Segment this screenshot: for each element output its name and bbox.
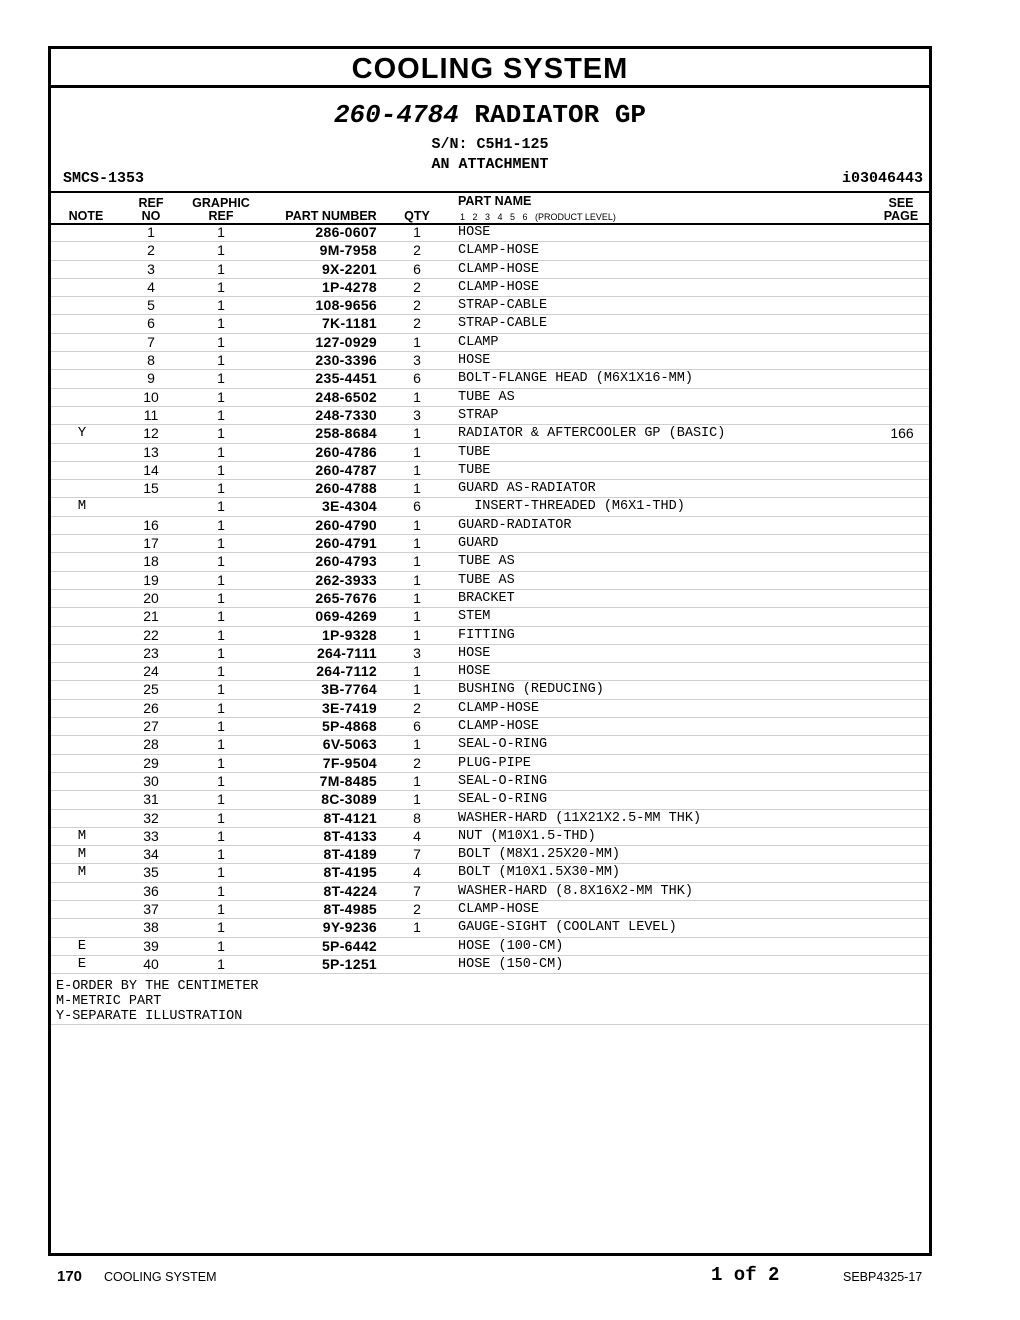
ref-no-cell: 13 <box>143 443 159 460</box>
ref-no-cell: 32 <box>143 809 159 826</box>
ref-no-cell: 22 <box>143 626 159 643</box>
ref-no-cell: 35 <box>143 864 159 881</box>
part-number-cell: 8T-4121 <box>323 809 377 826</box>
part-name-cell: CLAMP-HOSE <box>458 700 540 716</box>
part-number-cell: 260-4787 <box>315 461 377 478</box>
graphic-ref-cell: 1 <box>217 461 225 478</box>
graphic-ref-cell: 1 <box>217 663 225 680</box>
ref-no-cell: 18 <box>143 553 159 570</box>
table-row <box>51 919 929 937</box>
ref-no-cell: 39 <box>143 937 159 954</box>
qty-cell: 1 <box>413 571 421 588</box>
qty-cell: 1 <box>413 553 421 570</box>
part-number-cell: 8T-4133 <box>323 827 377 844</box>
group-subtitle: AN ATTACHMENT <box>431 156 549 173</box>
part-number-cell: 7F-9504 <box>322 754 377 771</box>
ref-no-cell: 4 <box>147 278 155 295</box>
qty-cell: 6 <box>413 370 421 387</box>
qty-cell: 3 <box>413 644 421 661</box>
ref-no-cell: 36 <box>143 882 159 899</box>
ref-no-cell: 1 <box>147 224 155 240</box>
part-name-cell: TUBE <box>458 462 491 478</box>
part-name-cell: HOSE <box>458 664 491 680</box>
ref-no-cell: 30 <box>143 772 159 789</box>
col-see-page-1: SEE <box>888 196 914 210</box>
part-number-cell: 6V-5063 <box>322 736 377 753</box>
ref-no-cell: 33 <box>143 827 159 844</box>
part-name-cell: GUARD <box>458 536 499 552</box>
part-name-cell: WASHER-HARD (8.8X16X2-MM THK) <box>458 883 693 899</box>
qty-cell: 1 <box>413 608 421 625</box>
part-name-cell: BOLT (M8X1.25X20-MM) <box>458 847 621 863</box>
footer-section: COOLING SYSTEM <box>104 1270 217 1284</box>
ref-no-cell: 23 <box>143 644 159 661</box>
graphic-ref-cell: 1 <box>217 900 225 917</box>
group-name: RADIATOR GP <box>474 100 647 130</box>
ref-no-cell: 8 <box>147 352 155 369</box>
table-row <box>51 938 929 956</box>
qty-cell: 6 <box>413 260 421 277</box>
table-row <box>51 224 929 242</box>
part-name-cell: STRAP <box>458 407 499 423</box>
group-part-number: 260-4784 <box>333 100 459 130</box>
qty-cell: 1 <box>413 535 421 552</box>
part-name-cell: NUT (M10X1.5-THD) <box>458 828 596 844</box>
graphic-ref-cell: 1 <box>217 937 225 954</box>
graphic-ref-cell: 1 <box>217 571 225 588</box>
col-part-number: PART NUMBER <box>285 209 377 223</box>
notes-rule <box>51 1024 929 1025</box>
note-cell: M <box>77 498 87 515</box>
part-number-cell: 258-8684 <box>315 425 377 442</box>
ref-no-cell: 5 <box>147 297 155 314</box>
part-name-cell: CLAMP-HOSE <box>458 261 540 277</box>
part-name-cell: SEAL-O-RING <box>458 792 548 808</box>
graphic-ref-cell: 1 <box>217 864 225 881</box>
graphic-ref-cell: 1 <box>217 278 225 295</box>
graphic-ref-cell: 1 <box>217 242 225 259</box>
part-number-cell: 260-4790 <box>315 516 377 533</box>
graphic-ref-cell: 1 <box>217 791 225 808</box>
part-number-cell: 8T-4189 <box>323 846 377 863</box>
table-row <box>51 828 929 846</box>
document-number: SEBP4325-17 <box>843 1270 923 1284</box>
qty-cell: 1 <box>413 589 421 606</box>
graphic-ref-cell: 1 <box>217 297 225 314</box>
serial-number: S/N: C5H1-125 <box>431 136 549 153</box>
column-headers <box>51 195 929 223</box>
qty-cell: 3 <box>413 406 421 423</box>
ref-no-cell: 19 <box>143 571 159 588</box>
part-name-cell: GAUGE-SIGHT (COOLANT LEVEL) <box>458 920 677 936</box>
ref-no-cell: 7 <box>147 333 155 350</box>
table-row <box>51 736 929 754</box>
ref-no-cell: 24 <box>143 663 159 680</box>
qty-cell: 1 <box>413 626 421 643</box>
graphic-ref-cell: 1 <box>217 736 225 753</box>
table-row <box>51 242 929 260</box>
ref-no-cell: 21 <box>143 608 159 625</box>
graphic-ref-cell: 1 <box>217 315 225 332</box>
ref-no-cell: 29 <box>143 754 159 771</box>
graphic-ref-cell: 1 <box>217 388 225 405</box>
part-name-cell: HOSE (100-CM) <box>458 938 564 954</box>
graphic-ref-cell: 1 <box>217 608 225 625</box>
part-name-cell: GUARD AS-RADIATOR <box>458 481 596 497</box>
table-row <box>51 352 929 370</box>
parts-table <box>51 224 929 974</box>
part-number-cell: 8T-4985 <box>323 900 377 917</box>
qty-cell: 2 <box>413 900 421 917</box>
note-cell: M <box>77 846 87 863</box>
graphic-ref-cell: 1 <box>217 955 225 972</box>
part-number-cell: 230-3396 <box>315 352 377 369</box>
graphic-ref-cell: 1 <box>217 846 225 863</box>
col-ref-no-1: REF <box>138 196 164 210</box>
col-part-name: PART NAME <box>458 194 532 208</box>
part-name-cell: BUSHING (REDUCING) <box>458 682 604 698</box>
part-number-cell: 127-0929 <box>315 333 377 350</box>
part-name-cell: SEAL-O-RING <box>458 773 548 789</box>
part-number-cell: 108-9656 <box>315 297 377 314</box>
qty-cell: 1 <box>413 736 421 753</box>
part-name-cell: GUARD-RADIATOR <box>458 517 572 533</box>
qty-cell: 6 <box>413 718 421 735</box>
graphic-ref-cell: 1 <box>217 809 225 826</box>
part-number-cell: 8C-3089 <box>321 791 377 808</box>
smcs-code: SMCS-1353 <box>63 170 145 187</box>
table-row <box>51 315 929 333</box>
page-of: 1 of 2 <box>711 1264 780 1286</box>
part-name-cell: CLAMP-HOSE <box>458 901 540 917</box>
table-row <box>51 901 929 919</box>
part-number-cell: 262-3933 <box>315 571 377 588</box>
qty-cell: 2 <box>413 242 421 259</box>
ref-no-cell: 12 <box>143 425 159 442</box>
part-number-cell: 248-6502 <box>315 388 377 405</box>
graphic-ref-cell: 1 <box>217 425 225 442</box>
col-note: NOTE <box>68 209 104 223</box>
col-see-page-2: PAGE <box>883 209 919 223</box>
note-cell: Y <box>77 425 87 442</box>
note-line: M-METRIC PART <box>56 994 162 1009</box>
note-cell: M <box>77 864 87 881</box>
qty-cell: 4 <box>413 827 421 844</box>
section-title: COOLING SYSTEM <box>51 49 929 88</box>
qty-cell: 1 <box>413 772 421 789</box>
qty-cell: 7 <box>413 846 421 863</box>
graphic-ref-cell: 1 <box>217 772 225 789</box>
part-name-cell: BOLT-FLANGE HEAD (M6X1X16-MM) <box>458 371 693 387</box>
part-name-cell: TUBE AS <box>458 389 515 405</box>
ref-no-cell: 2 <box>147 242 155 259</box>
graphic-ref-cell: 1 <box>217 827 225 844</box>
qty-cell: 1 <box>413 480 421 497</box>
table-row <box>51 425 929 443</box>
table-row <box>51 334 929 352</box>
qty-cell: 1 <box>413 425 421 442</box>
part-name-cell: TUBE <box>458 444 491 460</box>
graphic-ref-cell: 1 <box>217 718 225 735</box>
table-row <box>51 864 929 882</box>
graphic-ref-cell: 1 <box>217 754 225 771</box>
table-row <box>51 645 929 663</box>
qty-cell: 2 <box>413 754 421 771</box>
qty-cell: 1 <box>413 791 421 808</box>
part-name-cell: HOSE <box>458 353 491 369</box>
ref-no-cell: 37 <box>143 900 159 917</box>
part-number-cell: 248-7330 <box>315 406 377 423</box>
qty-cell: 1 <box>413 388 421 405</box>
col-qty: QTY <box>404 209 430 223</box>
part-number-cell: 5P-1251 <box>321 955 377 972</box>
see-page-cell: 166 <box>890 425 914 442</box>
qty-cell: 4 <box>413 864 421 881</box>
part-number-cell: 9M-7958 <box>319 242 377 259</box>
part-number-cell: 1P-4278 <box>321 278 377 295</box>
table-row <box>51 407 929 425</box>
ref-no-cell: 40 <box>143 955 159 972</box>
part-number-cell: 286-0607 <box>315 224 377 240</box>
note-line: E-ORDER BY THE CENTIMETER <box>56 979 259 994</box>
part-name-cell: TUBE AS <box>458 554 515 570</box>
part-number-cell: 9Y-9236 <box>322 919 377 936</box>
qty-cell: 1 <box>413 224 421 240</box>
part-name-cell: TUBE AS <box>458 572 515 588</box>
table-row <box>51 572 929 590</box>
qty-cell: 1 <box>413 461 421 478</box>
part-name-cell: SEAL-O-RING <box>458 737 548 753</box>
part-name-cell: STRAP-CABLE <box>458 298 548 314</box>
qty-cell: 7 <box>413 882 421 899</box>
ref-no-cell: 28 <box>143 736 159 753</box>
ref-no-cell: 17 <box>143 535 159 552</box>
group-header <box>51 89 929 175</box>
graphic-ref-cell: 1 <box>217 919 225 936</box>
header-rule <box>51 191 929 193</box>
ref-no-cell: 9 <box>147 370 155 387</box>
part-number-cell: 260-4786 <box>315 443 377 460</box>
graphic-ref-cell: 1 <box>217 498 225 515</box>
graphic-ref-cell: 1 <box>217 406 225 423</box>
part-name-cell: RADIATOR & AFTERCOOLER GP (BASIC) <box>458 426 726 442</box>
table-row <box>51 791 929 809</box>
table-row <box>51 846 929 864</box>
col-graphic-ref-1: GRAPHIC <box>192 196 250 210</box>
table-row <box>51 627 929 645</box>
ref-no-cell: 11 <box>143 406 159 423</box>
table-row <box>51 700 929 718</box>
part-name-cell: CLAMP <box>458 334 499 350</box>
group-title <box>51 95 929 135</box>
qty-cell: 8 <box>413 809 421 826</box>
qty-cell: 2 <box>413 278 421 295</box>
part-number-cell: 235-4451 <box>315 370 377 387</box>
graphic-ref-cell: 1 <box>217 553 225 570</box>
qty-cell: 1 <box>413 333 421 350</box>
ref-no-cell: 6 <box>147 315 155 332</box>
part-number-cell: 5P-6442 <box>321 937 377 954</box>
qty-cell: 1 <box>413 663 421 680</box>
ref-no-cell: 31 <box>143 791 159 808</box>
part-name-cell: STRAP-CABLE <box>458 316 548 332</box>
table-row <box>51 718 929 736</box>
graphic-ref-cell: 1 <box>217 370 225 387</box>
table-row <box>51 444 929 462</box>
table-row <box>51 681 929 699</box>
ref-no-cell: 15 <box>143 480 159 497</box>
table-row <box>51 553 929 571</box>
graphic-ref-cell: 1 <box>217 224 225 240</box>
table-row <box>51 663 929 681</box>
part-number-cell: 260-4788 <box>315 480 377 497</box>
qty-cell: 6 <box>413 498 421 515</box>
ref-no-cell: 34 <box>143 846 159 863</box>
part-name-cell: HOSE <box>458 225 491 240</box>
part-name-cell: HOSE <box>458 645 491 661</box>
graphic-ref-cell: 1 <box>217 333 225 350</box>
col-graphic-ref-2: REF <box>208 209 234 223</box>
part-number-cell: 7K-1181 <box>321 315 377 332</box>
ref-no-cell: 20 <box>143 589 159 606</box>
graphic-ref-cell: 1 <box>217 480 225 497</box>
part-number-cell: 069-4269 <box>315 608 377 625</box>
part-number-cell: 260-4791 <box>315 535 377 552</box>
part-name-cell: WASHER-HARD (11X21X2.5-MM THK) <box>458 810 702 826</box>
part-number-cell: 5P-4868 <box>321 718 377 735</box>
ref-no-cell: 26 <box>143 699 159 716</box>
ref-no-cell: 38 <box>143 919 159 936</box>
part-number-cell: 1P-9328 <box>321 626 377 643</box>
graphic-ref-cell: 1 <box>217 882 225 899</box>
table-row <box>51 462 929 480</box>
part-name-cell: FITTING <box>458 627 515 643</box>
part-number-cell: 3E-7419 <box>321 699 377 716</box>
ref-no-cell: 10 <box>143 388 159 405</box>
graphic-ref-cell: 1 <box>217 260 225 277</box>
table-row <box>51 517 929 535</box>
note-line: Y-SEPARATE ILLUSTRATION <box>56 1009 243 1024</box>
qty-cell: 1 <box>413 919 421 936</box>
table-row <box>51 535 929 553</box>
part-number-cell: 264-7111 <box>316 644 377 661</box>
qty-cell: 1 <box>413 681 421 698</box>
ref-no-cell: 16 <box>143 516 159 533</box>
part-number-cell: 265-7676 <box>315 589 377 606</box>
graphic-ref-cell: 1 <box>217 443 225 460</box>
part-name-cell: PLUG-PIPE <box>458 755 531 771</box>
part-number-cell: 8T-4195 <box>323 864 377 881</box>
part-name-cell: CLAMP-HOSE <box>458 243 540 259</box>
note-cell: E <box>77 937 87 954</box>
qty-cell: 1 <box>413 443 421 460</box>
table-row <box>51 480 929 498</box>
ref-no-cell: 27 <box>143 718 159 735</box>
qty-cell: 1 <box>413 516 421 533</box>
ref-no-cell: 25 <box>143 681 159 698</box>
graphic-ref-cell: 1 <box>217 644 225 661</box>
table-row <box>51 370 929 388</box>
part-number-cell: 264-7112 <box>316 663 377 680</box>
part-name-cell: STEM <box>458 609 491 625</box>
table-row <box>51 590 929 608</box>
part-number-cell: 3B-7764 <box>321 681 377 698</box>
ref-no-cell: 14 <box>143 461 159 478</box>
part-number-cell: 3E-4304 <box>321 498 377 515</box>
note-cell: M <box>77 827 87 844</box>
table-row <box>51 261 929 279</box>
page-number: 170 <box>57 1268 83 1285</box>
part-name-cell: HOSE (150-CM) <box>458 956 564 972</box>
table-row <box>51 297 929 315</box>
graphic-ref-cell: 1 <box>217 352 225 369</box>
part-name-cell: CLAMP-HOSE <box>458 279 540 295</box>
note-cell: E <box>77 955 87 972</box>
table-row <box>51 608 929 626</box>
part-number-cell: 8T-4224 <box>323 882 377 899</box>
parts-list-frame <box>48 46 932 1256</box>
col-ref-no-2: NO <box>141 209 161 223</box>
notes-legend <box>56 979 259 1024</box>
qty-cell: 3 <box>413 352 421 369</box>
qty-cell: 2 <box>413 315 421 332</box>
part-name-cell: CLAMP-HOSE <box>458 719 540 735</box>
graphic-ref-cell: 1 <box>217 516 225 533</box>
table-row <box>51 810 929 828</box>
part-number-cell: 260-4793 <box>315 553 377 570</box>
graphic-ref-cell: 1 <box>217 535 225 552</box>
table-row <box>51 883 929 901</box>
illustration-id: i03046443 <box>841 170 923 187</box>
table-row <box>51 279 929 297</box>
graphic-ref-cell: 1 <box>217 699 225 716</box>
table-row <box>51 498 929 516</box>
qty-cell: 2 <box>413 699 421 716</box>
table-row <box>51 956 929 974</box>
part-number-cell: 7M-8485 <box>319 772 377 789</box>
graphic-ref-cell: 1 <box>217 681 225 698</box>
qty-cell: 2 <box>413 297 421 314</box>
page-footer <box>0 1264 1020 1288</box>
part-name-cell: BRACKET <box>458 590 515 606</box>
part-number-cell: 9X-2201 <box>321 260 377 277</box>
part-name-cell: BOLT (M10X1.5X30-MM) <box>458 865 621 881</box>
table-row <box>51 755 929 773</box>
table-row <box>51 773 929 791</box>
graphic-ref-cell: 1 <box>217 626 225 643</box>
part-name-cell: INSERT-THREADED (M6X1-THD) <box>458 499 685 515</box>
graphic-ref-cell: 1 <box>217 589 225 606</box>
ref-no-cell: 3 <box>147 260 155 277</box>
col-product-level: 1 2 3 4 5 6 (PRODUCT LEVEL) <box>460 212 616 222</box>
table-row <box>51 389 929 407</box>
